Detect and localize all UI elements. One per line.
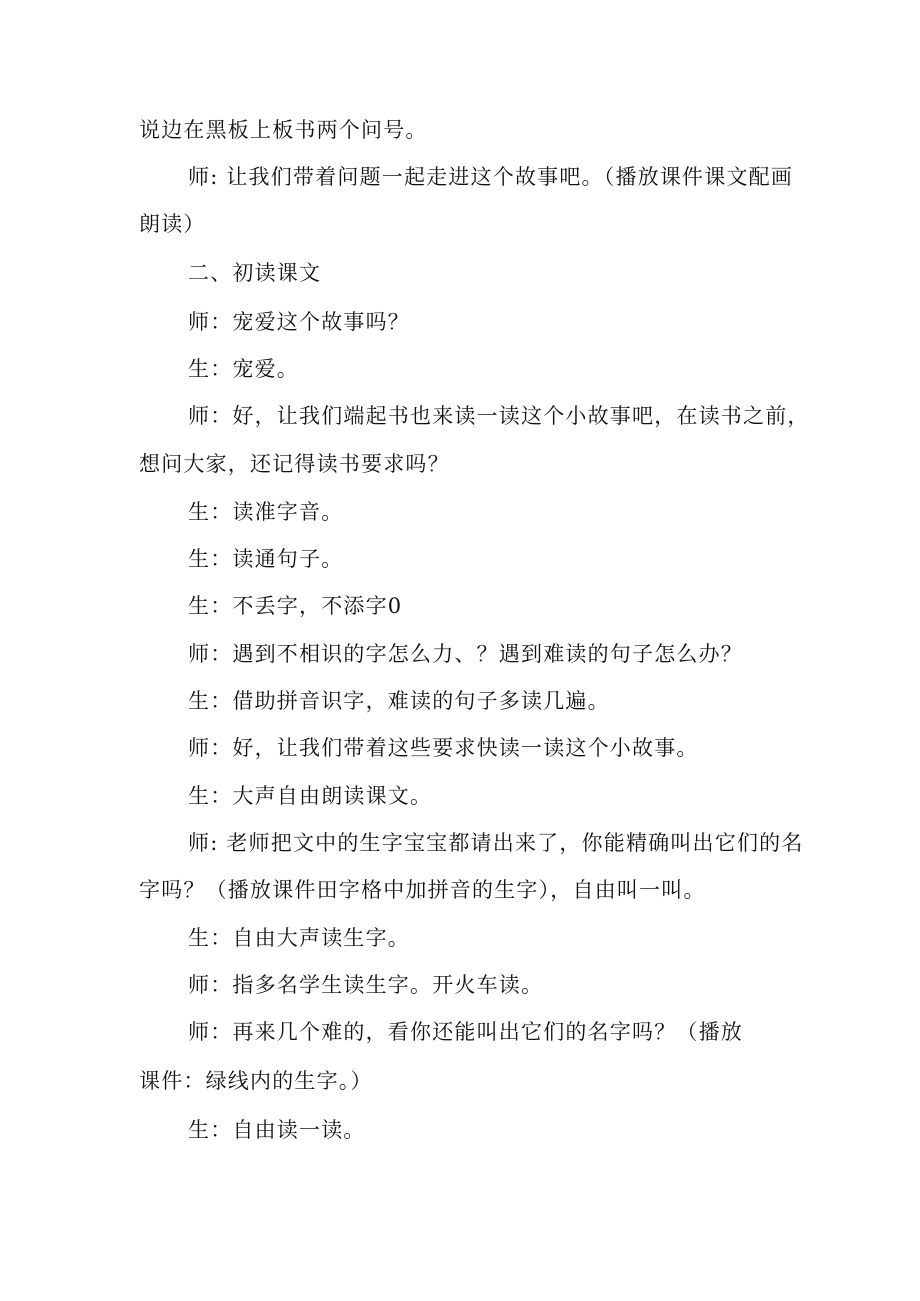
text-line: 生：宠爱。 <box>188 357 299 381</box>
text-line: 生：自由读一读。 <box>188 1118 366 1142</box>
text-line: 师: 让我们带着问题一起走进这个故事吧。（播放课件课文配画 <box>188 165 794 189</box>
text-line: 生：读准字音。 <box>188 500 344 524</box>
text-line: 师：好，让我们带着这些要求快读一读这个小故事。 <box>188 736 699 760</box>
text-line: 师: 老师把文中的生字宝宝都请出来了，你能精确叫出它们的名 <box>188 831 804 855</box>
text-line: 师：再来几个难的，看你还能叫出它们的名字吗？（播放 <box>188 1020 743 1044</box>
text-line: 生：不丢字，不添字0 <box>188 594 403 618</box>
text-line: 师：好，让我们端起书也来读一读这个小故事吧，在读书之前， <box>188 404 810 428</box>
text-line: 生：借助拼音识字，难读的句子多读几遍。 <box>188 689 610 713</box>
text-line: 生：读通句子。 <box>188 547 344 571</box>
text-line: 师：指多名学生读生字。开火车读。 <box>188 973 544 997</box>
text-line: 想问大家，还记得读书要求吗？ <box>139 452 450 476</box>
text-line: 说边在黑板上板书两个问号。 <box>139 118 428 142</box>
text-line: 师：遇到不相识的字怎么力、？遇到难读的句子怎么办？ <box>188 642 743 666</box>
text-line: 生：大声自由朗读课文。 <box>188 784 433 808</box>
text-line: 朗读） <box>139 212 206 236</box>
text-line: 师：宠爱这个故事吗？ <box>188 310 410 334</box>
text-line: 字吗？（播放课件田字格中加拼音的生字），自由叫一叫。 <box>139 878 706 902</box>
text-line: 生：自由大声读生字。 <box>188 926 410 950</box>
text-line: 课件：绿线内的生字。） <box>139 1069 373 1093</box>
section-heading: 二、初读课文 <box>188 261 322 285</box>
